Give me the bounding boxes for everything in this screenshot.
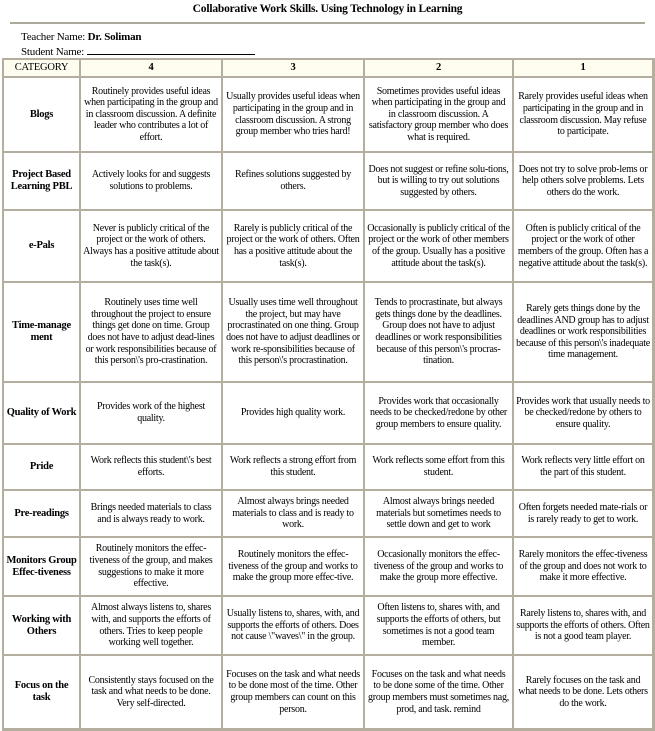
table-row xyxy=(3,152,653,210)
header-level-3: 3 xyxy=(222,59,364,77)
teacher-name: Dr. Soliman xyxy=(87,31,142,43)
category-cell: Blogs xyxy=(3,77,80,152)
rubric-meta xyxy=(21,30,655,59)
teacher-label: Teacher Name: xyxy=(21,31,88,43)
category-cell: e-Pals xyxy=(3,210,80,282)
criteria-cell: Does not suggest or refine solu-tions, but is willing to try out solutions suggested by others. xyxy=(364,152,513,210)
title-divider xyxy=(10,22,645,24)
category-cell: Pride xyxy=(3,444,80,490)
category-cell: Project Based Learning PBL xyxy=(3,152,80,210)
criteria-cell: Rarely gets things done by the deadlines AND group has to adjust deadlines or work responsibilities because of this person\'s inadequate time management. xyxy=(513,282,653,382)
table-row xyxy=(3,77,653,152)
criteria-cell: Rarely provides useful ideas when participating in the group and in classroom discussion. May refuse to participate. xyxy=(513,77,653,152)
student-line xyxy=(21,44,655,59)
criteria-cell: Routinely monitors the effec-tiveness of the group and works to make the group more effec-tive. xyxy=(222,537,364,596)
criteria-cell: Focuses on the task and what needs to be done most of the time. Other group members can count on this person. xyxy=(222,655,364,729)
criteria-cell: Rarely focuses on the task and what needs to be done. Lets others do the work. xyxy=(513,655,653,729)
student-label: Student Name: xyxy=(21,46,87,58)
category-cell: Working with Others xyxy=(3,596,80,655)
header-level-4: 4 xyxy=(80,59,222,77)
criteria-cell: Never is publicly critical of the project or the work of others. Always has a positive attitude about the task(s). xyxy=(80,210,222,282)
criteria-cell: Brings needed materials to class and is always ready to work. xyxy=(80,490,222,537)
student-name-field[interactable] xyxy=(87,44,255,55)
criteria-cell: Often forgets needed mate-rials or is rarely ready to get to work. xyxy=(513,490,653,537)
category-cell: Monitors Group Effec-tiveness xyxy=(3,537,80,596)
criteria-cell: Rarely listens to, shares with, and supports the efforts of others. Often is not a good team player. xyxy=(513,596,653,655)
criteria-cell: Provides work that occasionally needs to be checked/redone by other group members to ensure quality. xyxy=(364,382,513,444)
rubric-table xyxy=(2,58,655,731)
criteria-cell: Almost always brings needed materials but sometimes needs to settle down and get to work xyxy=(364,490,513,537)
criteria-cell: Routinely uses time well throughout the project to ensure things get done on time. Group does not have to adjust dead-lines or work responsibilities because of this person\'s pro-crastination. xyxy=(80,282,222,382)
teacher-line xyxy=(21,30,655,44)
criteria-cell: Occasionally monitors the effec-tiveness of the group and works to make the group more effective. xyxy=(364,537,513,596)
criteria-cell: Tends to procrastinate, but always gets things done by the deadlines. Group does not have to adjust deadlines or work responsibilities because of this person\'s procras-tination. xyxy=(364,282,513,382)
table-header-row xyxy=(3,59,653,77)
table-row xyxy=(3,655,653,729)
criteria-cell: Routinely monitors the effec-tiveness of the group, and makes suggestions to make it more effective. xyxy=(80,537,222,596)
criteria-cell: Provides work that usually needs to be checked/redone by others to ensure quality. xyxy=(513,382,653,444)
criteria-cell: Often is publicly critical of the project or the work of other members of the group. Often has a negative attitude about the task(s). xyxy=(513,210,653,282)
criteria-cell: Provides high quality work. xyxy=(222,382,364,444)
header-level-2: 2 xyxy=(364,59,513,77)
category-cell: Time-manage ment xyxy=(3,282,80,382)
criteria-cell: Work reflects some effort from this student. xyxy=(364,444,513,490)
criteria-cell: Focuses on the task and what needs to be done some of the time. Other group members must sometimes nag, prod, and task. remind xyxy=(364,655,513,729)
criteria-cell: Provides work of the highest quality. xyxy=(80,382,222,444)
criteria-cell: Refines solutions suggested by others. xyxy=(222,152,364,210)
criteria-cell: Usually listens to, shares, with, and supports the efforts of others. Does not cause \"waves\" in the group. xyxy=(222,596,364,655)
criteria-cell: Often listens to, shares with, and supports the efforts of others, but sometimes is not a good team member. xyxy=(364,596,513,655)
criteria-cell: Work reflects this student\'s best efforts. xyxy=(80,444,222,490)
criteria-cell: Routinely provides useful ideas when participating in the group and in classroom discussion. A definite leader who contributes a lot of effort. xyxy=(80,77,222,152)
criteria-cell: Rarely monitors the effec-tiveness of the group and does not work to make it more effective. xyxy=(513,537,653,596)
criteria-cell: Rarely is publicly critical of the project or the work of others. Often has a positive attitude about the task(s). xyxy=(222,210,364,282)
criteria-cell: Work reflects a strong effort from this student. xyxy=(222,444,364,490)
criteria-cell: Sometimes provides useful ideas when participating in the group and in classroom discussion. A satisfactory group member who does what is required. xyxy=(364,77,513,152)
criteria-cell: Almost always listens to, shares with, and supports the efforts of others. Tries to keep people working well together. xyxy=(80,596,222,655)
table-row xyxy=(3,382,653,444)
page-title: Collaborative Work Skills. Using Technology in Learning xyxy=(192,3,463,15)
table-row xyxy=(3,537,653,596)
table-row xyxy=(3,490,653,537)
table-row xyxy=(3,282,653,382)
header-category: CATEGORY xyxy=(3,59,80,77)
criteria-cell: Does not try to solve prob-lems or help others solve problems. Lets others do the work. xyxy=(513,152,653,210)
category-cell: Quality of Work xyxy=(3,382,80,444)
criteria-cell: Usually provides useful ideas when participating in the group and in classroom discussion. A strong group member who tries hard! xyxy=(222,77,364,152)
header-level-1: 1 xyxy=(513,59,653,77)
table-row xyxy=(3,210,653,282)
criteria-cell: Usually uses time well throughout the project, but may have procrastinated on one thing. Group does not have to adjust deadlines or work re-sponsibilities because of this person\'s procrastination. xyxy=(222,282,364,382)
table-row xyxy=(3,444,653,490)
criteria-cell: Work reflects very little effort on the part of this student. xyxy=(513,444,653,490)
criteria-cell: Occasionally is publicly critical of the project or the work of other members of the group. Usually has a positive attitude about the task(s). xyxy=(364,210,513,282)
criteria-cell: Actively looks for and suggests solutions to problems. xyxy=(80,152,222,210)
criteria-cell: Consistently stays focused on the task and what needs to be done. Very self-directed. xyxy=(80,655,222,729)
category-cell: Pre-readings xyxy=(3,490,80,537)
criteria-cell: Almost always brings needed materials to class and is ready to work. xyxy=(222,490,364,537)
table-row xyxy=(3,596,653,655)
category-cell: Focus on the task xyxy=(3,655,80,729)
